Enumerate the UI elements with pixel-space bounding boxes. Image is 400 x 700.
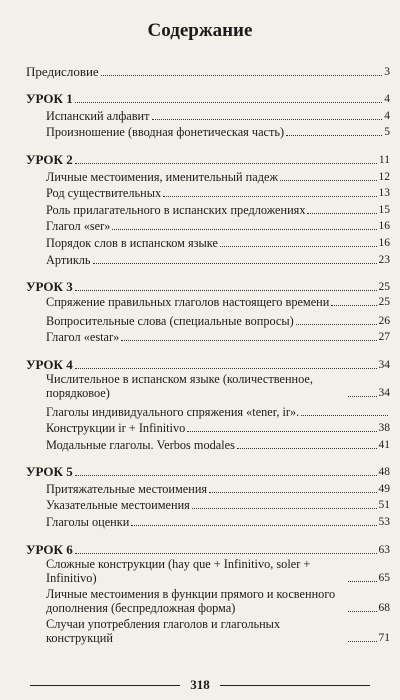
toc-entry-label: Род существительных <box>46 186 162 201</box>
toc-entry-page: 49 <box>378 482 390 495</box>
toc-entry-page: 63 <box>378 543 390 556</box>
toc-entry-label: Модальные глаголы. Verbos modales <box>46 437 235 452</box>
dot-leader <box>331 294 376 306</box>
dot-leader <box>93 252 377 264</box>
toc-entry <box>26 294 390 311</box>
toc-entry-label: УРОК 1 <box>26 91 73 107</box>
page-title: Содержание <box>147 20 253 41</box>
toc-entry <box>26 587 390 617</box>
toc-entry-label: Артикль <box>46 252 91 267</box>
toc-entry-page: 3 <box>384 65 390 78</box>
lesson-heading <box>26 355 390 372</box>
toc-entry-label: УРОК 3 <box>26 279 73 295</box>
toc-entry-page: 41 <box>378 438 390 451</box>
toc-entry-page: 5 <box>384 126 390 139</box>
toc-entry <box>26 617 390 647</box>
toc-entry <box>26 419 390 436</box>
toc-entry-page: 11 <box>378 153 390 166</box>
dot-leader <box>348 570 377 582</box>
toc-entry-label: УРОК 6 <box>26 541 73 557</box>
toc-entry-label: Числительное в испанском языке (количественное, порядковое) <box>46 371 313 400</box>
toc-entry-page: 16 <box>378 220 390 233</box>
dot-leader <box>301 404 388 416</box>
toc-entry <box>26 479 390 496</box>
toc-entry-page: 53 <box>378 516 390 529</box>
toc-entry-label: Порядок слов в испанском языке <box>46 235 218 250</box>
toc-entry <box>26 402 390 419</box>
toc-entry <box>26 184 390 201</box>
dot-leader <box>286 124 382 136</box>
dot-leader <box>280 169 377 181</box>
dot-leader <box>75 542 377 554</box>
toc-entry-label: Произношение (вводная фонетическая часть) <box>46 125 285 140</box>
toc-entry-label: Указательные местоимения <box>46 498 190 513</box>
table-of-contents <box>26 62 390 647</box>
toc-entry-label: Глаголы индивидуального спряжения «tener, ir». <box>46 404 300 419</box>
toc-entry <box>26 311 390 328</box>
dot-leader <box>237 437 377 449</box>
dot-leader <box>75 279 377 291</box>
toc-entry-page: 71 <box>378 631 390 644</box>
toc-entry-page: 38 <box>378 422 390 435</box>
dot-leader <box>220 235 377 247</box>
toc-entry-label: Предисловие <box>26 63 99 79</box>
section-gap <box>26 344 390 355</box>
toc-entry-label: УРОК 5 <box>26 464 73 480</box>
lesson-heading <box>26 150 390 167</box>
dot-leader <box>75 357 377 369</box>
dot-leader <box>75 464 377 476</box>
dot-leader <box>112 218 376 230</box>
toc-entry <box>26 512 390 529</box>
toc-entry <box>26 496 390 513</box>
toc-entry-page: 16 <box>378 236 390 249</box>
footer-rule-left <box>30 685 180 686</box>
toc-entry-label: Глагол «ser» <box>46 219 111 234</box>
toc-entry-label: УРОК 4 <box>26 356 73 372</box>
toc-entry <box>26 250 390 267</box>
dot-leader <box>348 385 377 397</box>
toc-entry-page: 12 <box>378 170 390 183</box>
toc-entry <box>26 200 390 217</box>
lesson-heading <box>26 540 390 557</box>
dot-leader <box>75 91 383 103</box>
toc-entry-page: 15 <box>378 203 390 216</box>
toc-entry-preface <box>26 62 390 79</box>
toc-entry-page: 27 <box>378 331 390 344</box>
lesson-heading <box>26 90 390 107</box>
toc-entry-page: 34 <box>378 386 390 399</box>
toc-entry-label: Глагол «estar» <box>46 330 120 345</box>
toc-entry-label: Испанский алфавит <box>46 108 150 123</box>
page-number: 318 <box>190 677 210 692</box>
toc-entry-page: 13 <box>378 187 390 200</box>
dot-leader <box>348 630 377 642</box>
dot-leader <box>121 329 376 341</box>
footer-rule-right <box>220 685 370 686</box>
toc-entry-label: УРОК 2 <box>26 151 73 167</box>
toc-entry-page: 51 <box>378 499 390 512</box>
toc-entry <box>26 372 390 402</box>
lesson-heading <box>26 463 390 480</box>
toc-entry-label: Вопросительные слова (специальные вопросы) <box>46 313 294 328</box>
toc-entry-page: 65 <box>378 571 390 584</box>
toc-entry-label: Глаголы оценки <box>46 515 130 530</box>
section-gap <box>26 452 390 463</box>
page-footer <box>30 677 370 693</box>
toc-entry-label: Личные местоимения, именительный падеж <box>46 169 278 184</box>
dot-leader <box>348 600 377 612</box>
toc-entry-page: 34 <box>378 358 390 371</box>
dot-leader <box>187 420 376 432</box>
dot-leader <box>101 64 383 76</box>
toc-entry-label: Конструкции ir + Infinitivo <box>46 421 186 436</box>
toc-entry-page: 48 <box>378 466 390 479</box>
toc-entry-page: 4 <box>384 93 390 106</box>
toc-entry <box>26 217 390 234</box>
dot-leader <box>75 152 377 164</box>
toc-entry-label: Спряжение правильных глаголов настоящего времени <box>46 295 330 310</box>
toc-entry <box>26 557 390 587</box>
toc-entry-label: Притяжательные местоимения <box>46 481 208 496</box>
toc-entry-page: 4 <box>384 109 390 122</box>
toc-entry <box>26 233 390 250</box>
toc-entry-label: Личные местоимения в функции прямого и косвенного дополнения (беспредложная форма) <box>46 586 336 615</box>
toc-entry <box>26 106 390 123</box>
dot-leader <box>163 185 376 197</box>
toc-entry-page: 25 <box>378 281 390 294</box>
toc-entry-page: 26 <box>378 314 390 327</box>
lesson-heading <box>26 278 390 295</box>
section-gap <box>26 267 390 278</box>
dot-leader <box>307 202 376 214</box>
toc-entry-page: 68 <box>378 601 390 614</box>
section-gap <box>26 529 390 540</box>
dot-leader <box>296 313 377 325</box>
toc-entry <box>26 435 390 452</box>
dot-leader <box>152 108 383 120</box>
toc-entry <box>26 123 390 140</box>
dot-leader <box>131 514 376 526</box>
toc-entry <box>26 328 390 345</box>
section-gap <box>26 139 390 150</box>
toc-entry-label: Роль прилагательного в испанских предложениях <box>46 202 306 217</box>
dot-leader <box>209 481 376 493</box>
section-gap <box>26 79 390 90</box>
toc-entry <box>26 167 390 184</box>
toc-entry-label: Сложные конструкции (hay que + Infinitivo, soler + Infinitivo) <box>46 556 311 585</box>
toc-entry-page: 23 <box>378 253 390 266</box>
dot-leader <box>192 497 377 509</box>
toc-entry-label: Случаи употребления глаголов и глагольных конструкций <box>46 616 281 645</box>
toc-entry-page: 25 <box>378 296 390 309</box>
